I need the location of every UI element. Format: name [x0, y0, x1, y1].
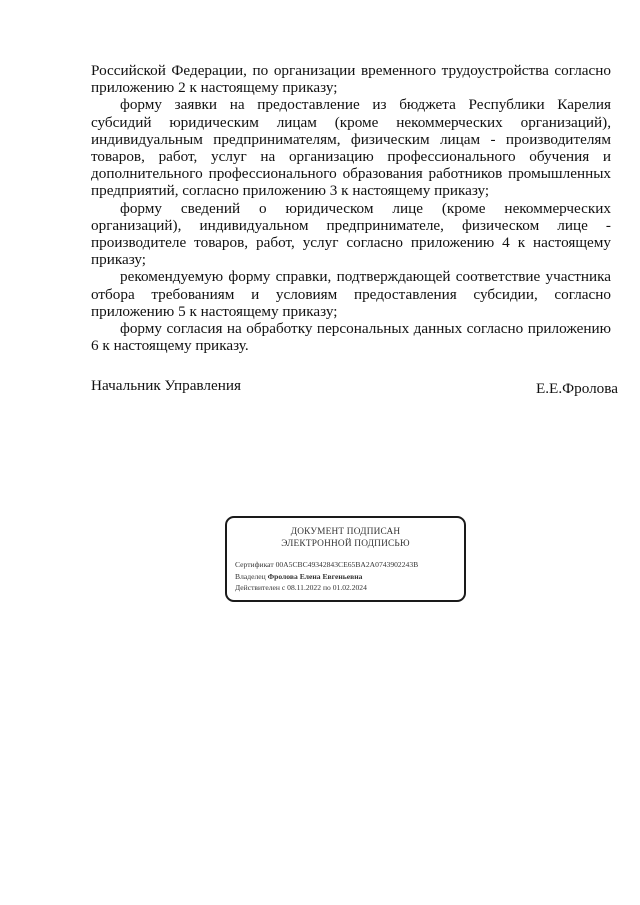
stamp-certificate-line	[235, 559, 418, 571]
signatory-name: Е.Е.Фролова	[535, 380, 618, 397]
stamp-title-line: ЭЛЕКТРОННОЙ ПОДПИСЬЮ	[281, 538, 410, 549]
stamp-owner-line	[235, 571, 418, 583]
paragraph-continuation: Российской Федерации, по организации временного трудоустройства согласно приложению 2 к настоящему приказу;	[91, 62, 611, 97]
paragraph-item: форму сведений о юридическом лице (кроме некоммерческих организаций), индивидуальном предпринимателе, физическом лице - производителе товаров, работ, услуг согласно приложению 4 к настоящему приказу;	[91, 199, 611, 269]
stamp-title-line: ДОКУМЕНТ ПОДПИСАН	[290, 527, 401, 537]
certificate-label: Сертификат	[235, 560, 274, 569]
paragraph-item: форму согласия на обработку персональных данных согласно приложению 6 к настоящему приказу.	[91, 320, 611, 355]
signatory-position: Начальник Управления	[91, 377, 241, 394]
stamp-details	[235, 559, 418, 594]
electronic-signature-stamp	[225, 516, 466, 602]
stamp-title	[227, 527, 464, 550]
valid-by-label: по	[322, 583, 331, 592]
owner-label: Владелец	[235, 571, 266, 581]
stamp-validity-line	[235, 582, 418, 594]
owner-value: Фролова Елена Евгеньевна	[267, 571, 363, 581]
valid-label: Действителен с	[235, 583, 286, 592]
valid-from: 08.11.2022	[287, 583, 322, 592]
paragraph-item: форму заявки на предоставление из бюджета Республики Карелия субсидий юридическим лицам (кроме некоммерческих организаций), индивидуальным предпринимателям, физическим лицам - производителям товаров, работ, услуг на организацию профессионального обучения и дополнительного профессионального образования работников промышленных предприятий, согласно приложению 3 к настоящему приказу;	[91, 96, 611, 200]
valid-to: 01.02.2024	[332, 583, 367, 592]
document-body	[91, 62, 611, 354]
certificate-value: 00A5CBC49342843CE65BA2A0743902243B	[275, 560, 419, 569]
paragraph-item: рекомендуемую форму справки, подтверждающей соответствие участника отбора требованиям и условиям предоставления субсидии, согласно приложению 5 к настоящему приказу;	[91, 268, 611, 320]
